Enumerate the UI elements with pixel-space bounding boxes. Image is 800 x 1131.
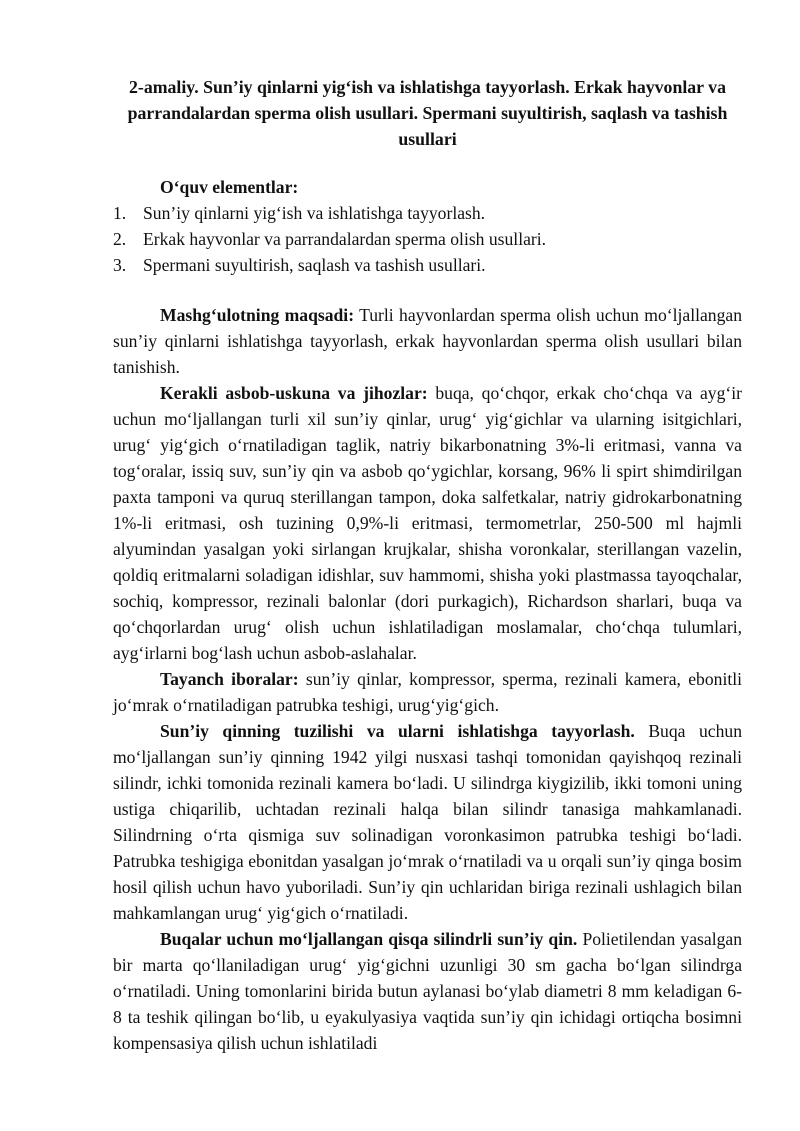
list-item: [113, 252, 742, 278]
paragraph-structure: [113, 718, 742, 926]
list-item: [113, 200, 742, 226]
paragraph-lead: Buqalar uchun mo‘ljallangan qisqa silindrli sun’iy qin.: [160, 929, 578, 949]
paragraph-equipment: [113, 380, 742, 666]
paragraph-lead: Mashg‘ulotning maqsadi:: [160, 305, 355, 325]
list-item-number: 1.: [113, 203, 127, 223]
list-item: [113, 226, 742, 252]
document-title: 2-amaliy. Sun’iy qinlarni yig‘ish va ishlatishga tayyorlash. Erkak hayvonlar va parrandalardan sperma olish usullari. Spermani suyultirish, saqlash va tashish usullari: [127, 77, 728, 149]
list-item-text: Erkak hayvonlar va parrandalardan sperma olish usullari.: [143, 229, 547, 249]
paragraph-lead: Kerakli asbob-uskuna va jihozlar:: [160, 383, 428, 403]
paragraph-lead: Sun’iy qinning tuzilishi va ularni ishlatishga tayyorlash.: [160, 721, 635, 741]
list-item-text: Sun’iy qinlarni yig‘ish va ishlatishga tayyorlash.: [143, 203, 486, 223]
paragraph-text: Turli hayvonlardan sperma olish uchun mo‘ljallangan sun’iy qinlarni ishlatishga tayyorlash, erkak hayvonlardan sperma olish usullari bilan tanishish.: [113, 305, 742, 377]
learning-elements-list: [113, 200, 742, 278]
document-page: [113, 70, 742, 1056]
list-item-number: 2.: [113, 229, 127, 249]
paragraph-text: buqa, qo‘chqor, erkak cho‘chqa va ayg‘ir uchun mo‘ljallangan turli xil sun’iy qinlar, urug‘ yig‘gichlar va ularning isitgichlari, urug‘ yig‘gich o‘rnatiladigan taglik, natriy bikarbonatning 3%-li eritmasi, vanna va tog‘oralar, issiq suv, sun’iy qin va asbob qo‘ygichlar, korsang, 96% li spirt shimdirilgan paxta tamponi va quruq sterillangan tampon, doka salfetkalar, natriy gidrokarbonatning 1%-li eritmasi, osh tuzining 0,9%-li eritmasi, termometrlar, 250-500 ml hajmli alyumindan yasalgan yoki sirlangan krujkalar, shisha voronkalar, sterillangan vazelin, qoldiq eritmalarni soladigan idishlar, suv hammomi, shisha yoki plastmassa tayoqchalar, sochiq, kompressor, rezinali balonlar (dori purkagich), Richardson sharlari, buqa va qo‘chqorlardan urug‘ olish uchun ishlatiladigan moslamalar, cho‘chqa tulumlari, ayg‘irlarni bog‘lash uchun asbob-aslahalar.: [113, 383, 742, 663]
paragraph-objective: [113, 302, 742, 380]
paragraph-key-terms: [113, 666, 742, 718]
paragraph-text: sun’iy qinlar, kompressor, sperma, rezinali kamera, ebonitli jo‘mrak o‘rnatiladigan patrubka teshigi, urug‘yig‘gich.: [113, 669, 742, 715]
paragraph-text: Polietilendan yasalgan bir marta qo‘llaniladigan urug‘ yig‘gichni uzunligi 30 sm gacha bo‘lgan silindrga o‘rnatiladi. Uning tomonlarini birida butun aylanasi bo‘ylab diametri 8 mm keladigan 6-8 ta teshik qilingan bo‘lib, u eyakulyasiya vaqtida sun’iy qin ichidagi ortiqcha bosimni kompensasiya qilish uchun ishlatiladi: [113, 929, 742, 1053]
paragraph-text: Buqa uchun mo‘ljallangan sun’iy qinning 1942 yilgi nusxasi tashqi tomonidan qayishqoq rezinali silindr, ichki tomonida rezinali kamera bo‘ladi. U silindrga kiygizilib, ikki tomoni uning ustiga chiqarilib, uchtadan rezinali halqa bilan silindr tanasiga mahkamlanadi. Silindrning o‘rta qismiga suv solinadigan voronkasimon patrubka teshigi bo‘ladi. Patrubka teshigiga ebonitdan yasalgan jo‘mrak o‘rnatiladi va u orqali sun’iy qinga bosim hosil qilish uchun havo yuboriladi. Sun’iy qin uchlaridan biriga rezinali ushlagich bilan mahkamlangan urug‘ yig‘gich o‘rnatiladi.: [113, 721, 742, 923]
list-item-text: Spermani suyultirish, saqlash va tashish usullari.: [143, 255, 486, 275]
paragraph-lead: Tayanch iboralar:: [160, 669, 299, 689]
paragraph-short-cylinder: [113, 926, 742, 1056]
list-item-number: 3.: [113, 255, 127, 275]
learning-elements-heading: O‘quv elementlar:: [160, 177, 299, 197]
